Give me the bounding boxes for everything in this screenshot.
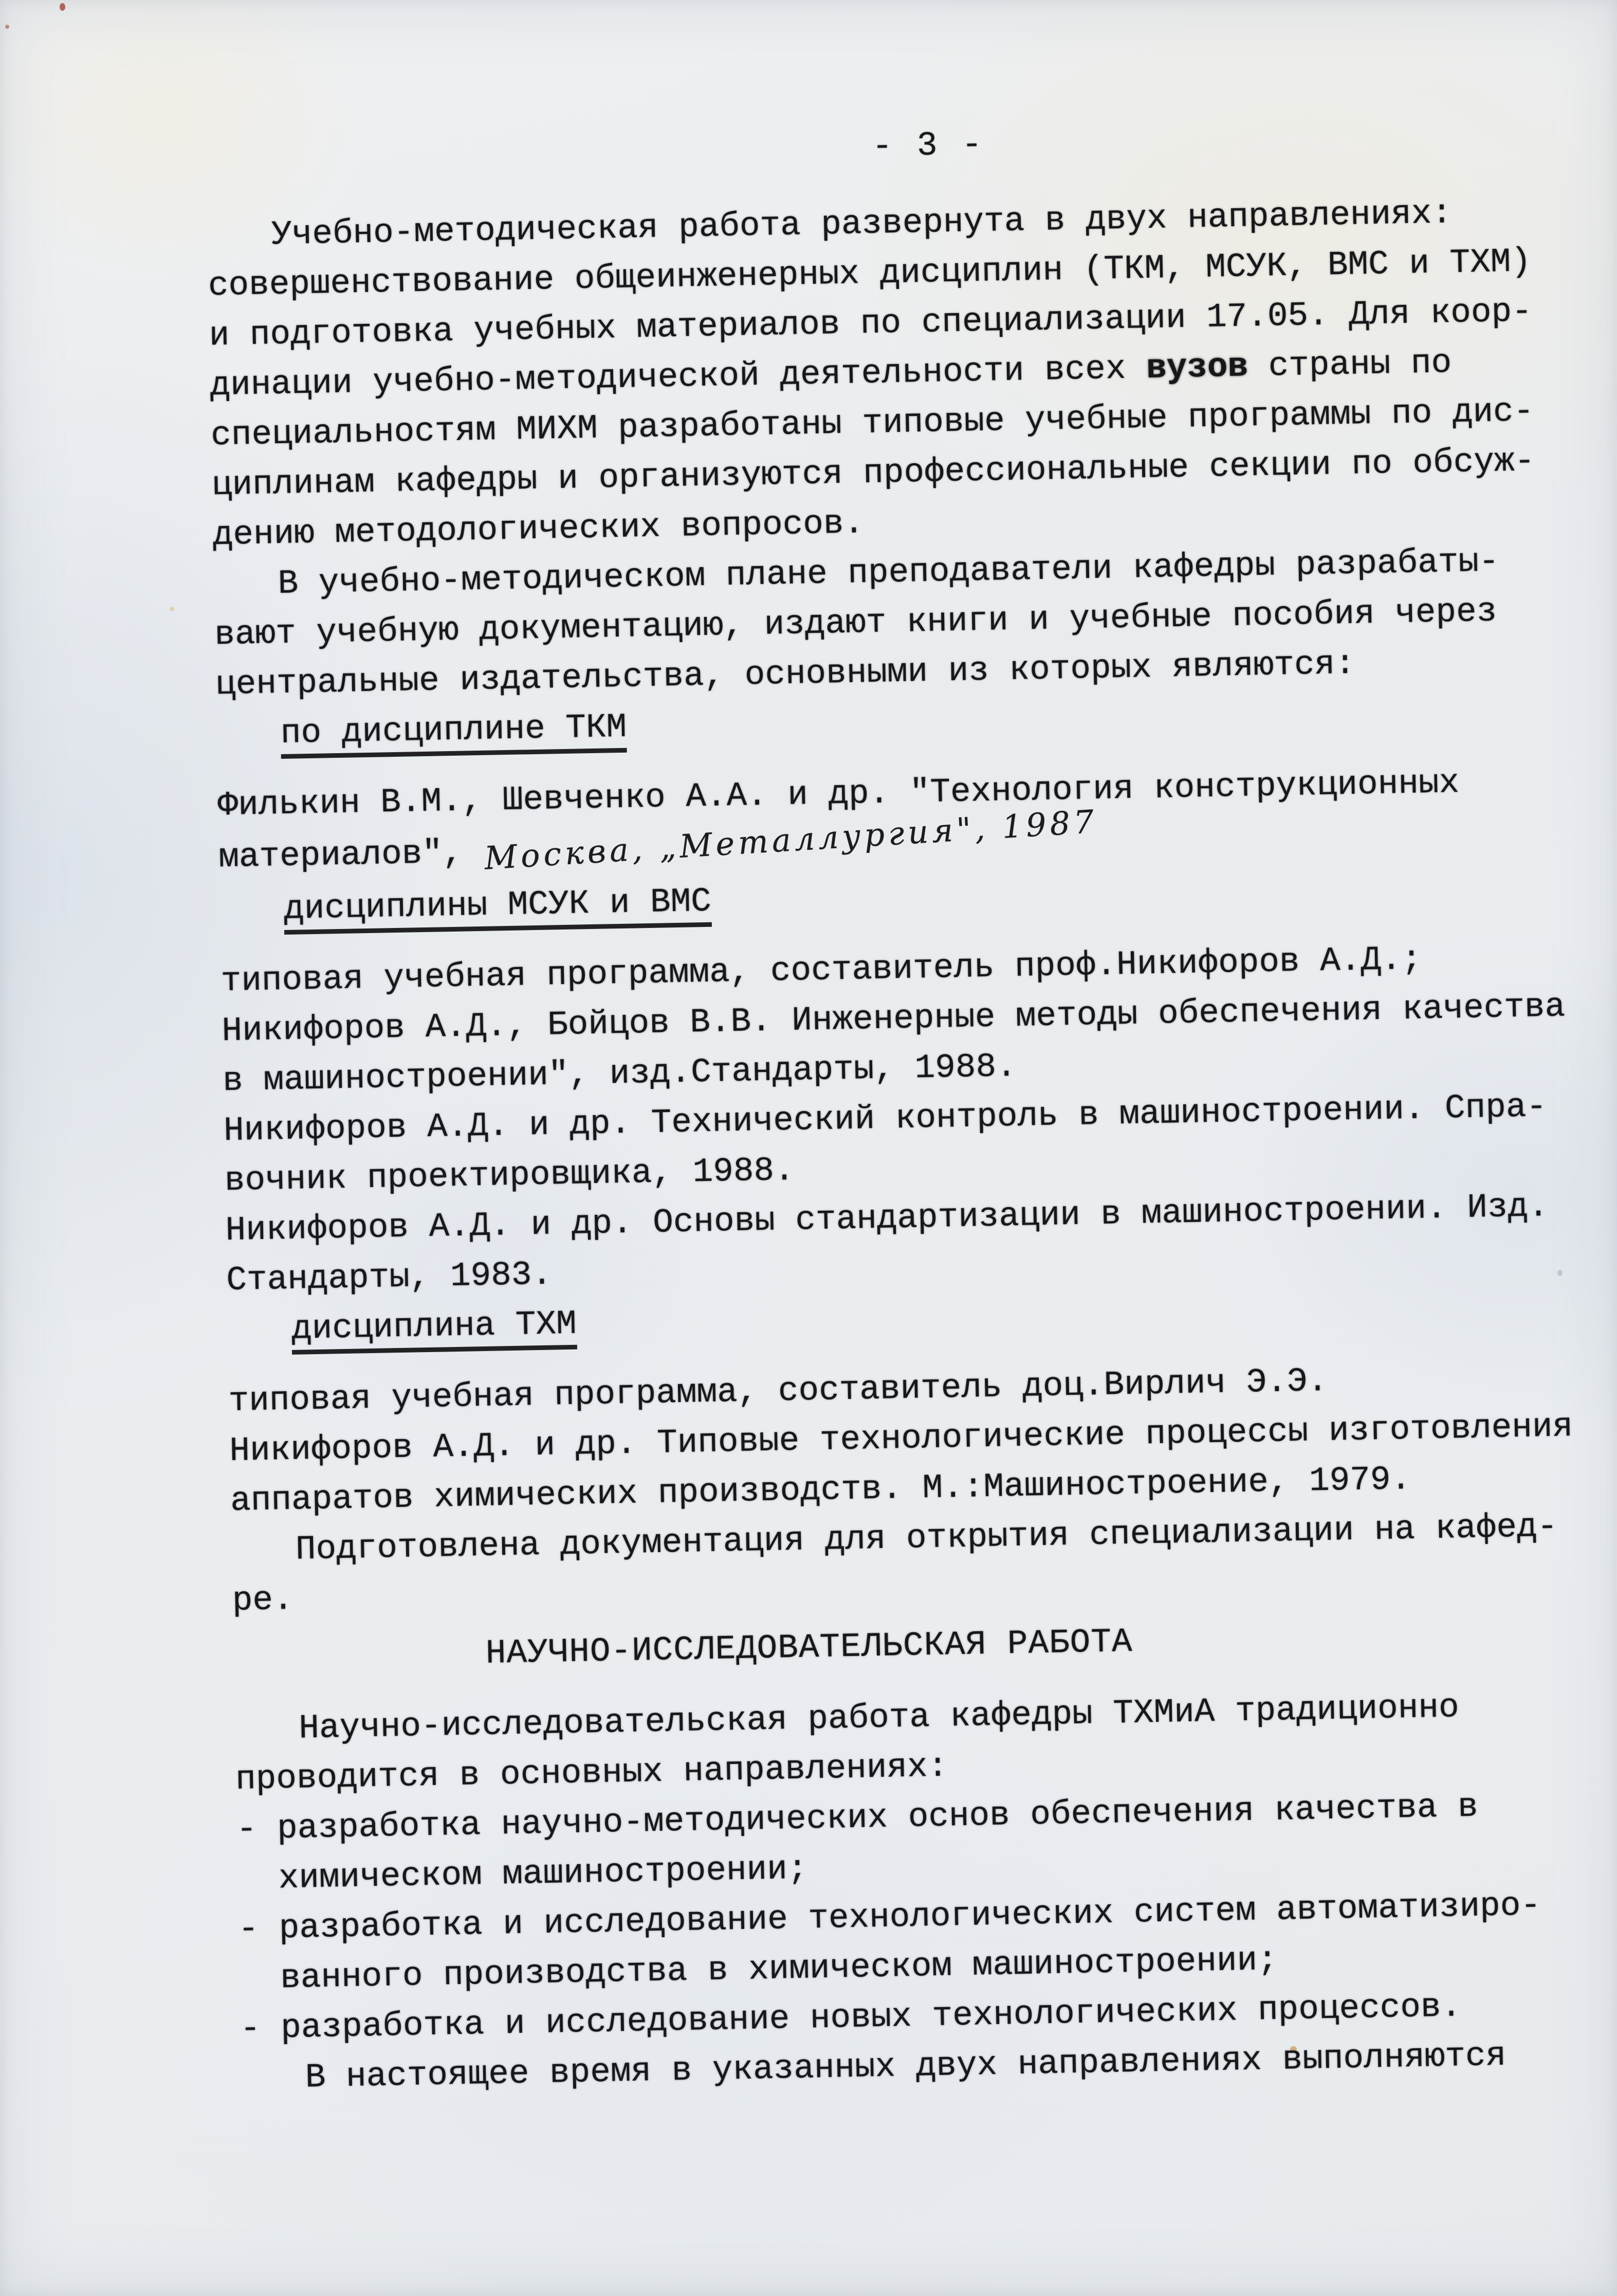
underlined-text: дисциплина ТХМ [291, 1306, 577, 1355]
discipline-heading-msuk-vms [219, 867, 1593, 936]
bibliography-line: Никифоров А.Д. и др. Технический контроль в машиностроении. Спра- [223, 1087, 1547, 1151]
paragraph-line: совершенствование общеинженерных дисциплин (ТКМ, МСУК, ВМС и ТХМ) [208, 242, 1532, 305]
section-heading-research-work [122, 1617, 1496, 1679]
paragraph-line: Научно-исследовательская работа кафедры ТХМиА традиционно [298, 1688, 1460, 1748]
bibliography-line: Стандарты, 1983. [226, 1255, 553, 1300]
bibliography-line: вочник проектировщика, 1988. [224, 1151, 795, 1200]
paragraph-line: проводится в основных направлениях: [235, 1747, 948, 1799]
paragraph-line: ре. [232, 1580, 294, 1620]
bibliography-line: типовая учебная программа, составитель доц.Вирлич Э.Э. [228, 1361, 1328, 1421]
bibliography-line: Никифоров А.Д. и др. Типовые технологические процессы изготовления [229, 1407, 1573, 1471]
underlined-text: дисциплины МСУК и ВМС [284, 883, 712, 935]
bibliography-line: Никифоров А.Д. и др. Основы стандартизации в машиностроении. Изд. [225, 1187, 1549, 1250]
paragraph-line: В учебно-методическом плане преподаватели кафедры разрабаты- [277, 542, 1500, 604]
list-item-continuation: химическом машиностроении; [278, 1849, 808, 1898]
page-number: - 3 - [872, 125, 985, 166]
emphasized-word: вузов [1146, 347, 1248, 388]
discipline-heading-tkm [216, 691, 1589, 760]
bibliography-line: типовая учебная программа, составитель проф.Никифоров А.Д.; [220, 940, 1422, 1001]
paragraph-line: специальностям МИХМ разработаны типовые учебные программы по дис- [210, 392, 1535, 455]
section-heading-text: НАУЧНО-ИССЛЕДОВАТЕЛЬСКАЯ РАБОТА [485, 1622, 1133, 1673]
list-item-dash: - разработка и исследование технологических систем автоматизиро- [237, 1886, 1541, 1948]
list-item-dash: - разработка и исследование новых технологических процессов. [240, 1987, 1462, 2048]
bibliography-line [218, 803, 1592, 877]
paragraph-line: В настоящее время в указанных двух направлениях выполняются [305, 2036, 1506, 2097]
list-item-continuation: ванного производства в химическом машиностроении; [280, 1940, 1278, 1998]
bibliography-line: аппаратов химических производств. М.:Машиностроение, 1979. [230, 1460, 1411, 1521]
discipline-heading-thm [227, 1287, 1601, 1356]
list-item-dash: - разработка научно-методических основ обеспечения качества в [236, 1787, 1479, 1849]
bibliography-line: Никифоров А.Д., Бойцов В.В. Инженерные методы обеспечения качества [221, 987, 1566, 1051]
bibliography-line: в машиностроении", изд.Стандарты, 1988. [222, 1047, 1017, 1101]
line-text: динации учебно-методической деятельности всех [209, 349, 1147, 405]
handwritten-note: Москва, „Металлургия", 1987 [483, 803, 1099, 877]
bibliography-line: Филькин В.М., Шевченко А.А. и др. "Технология конструкционных [217, 763, 1460, 825]
paragraph-line: центральные издательства, основными из которых являются: [215, 644, 1356, 704]
paragraph-line: Подготовлена документация для открытия специализации на кафед- [295, 1507, 1558, 1569]
underlined-text: по дисциплине ТКМ [280, 709, 627, 759]
paragraph-line: вают учебную документацию, издают книги и учебные пособия через [214, 592, 1497, 654]
paragraph-line: и подготовка учебных материалов по специализации 17.05. Для коор- [209, 292, 1533, 355]
paragraph-line: циплинам кафедры и организуются профессиональные секции по обсуж- [211, 442, 1535, 505]
paper-speck [60, 3, 65, 11]
line-text: страны по [1247, 343, 1452, 386]
paragraph-line: Учебно-методическая работа развернута в двух направлениях: [271, 194, 1453, 254]
paragraph-line: дению методологических вопросов. [212, 504, 865, 555]
line-text: материалов", [218, 833, 464, 877]
